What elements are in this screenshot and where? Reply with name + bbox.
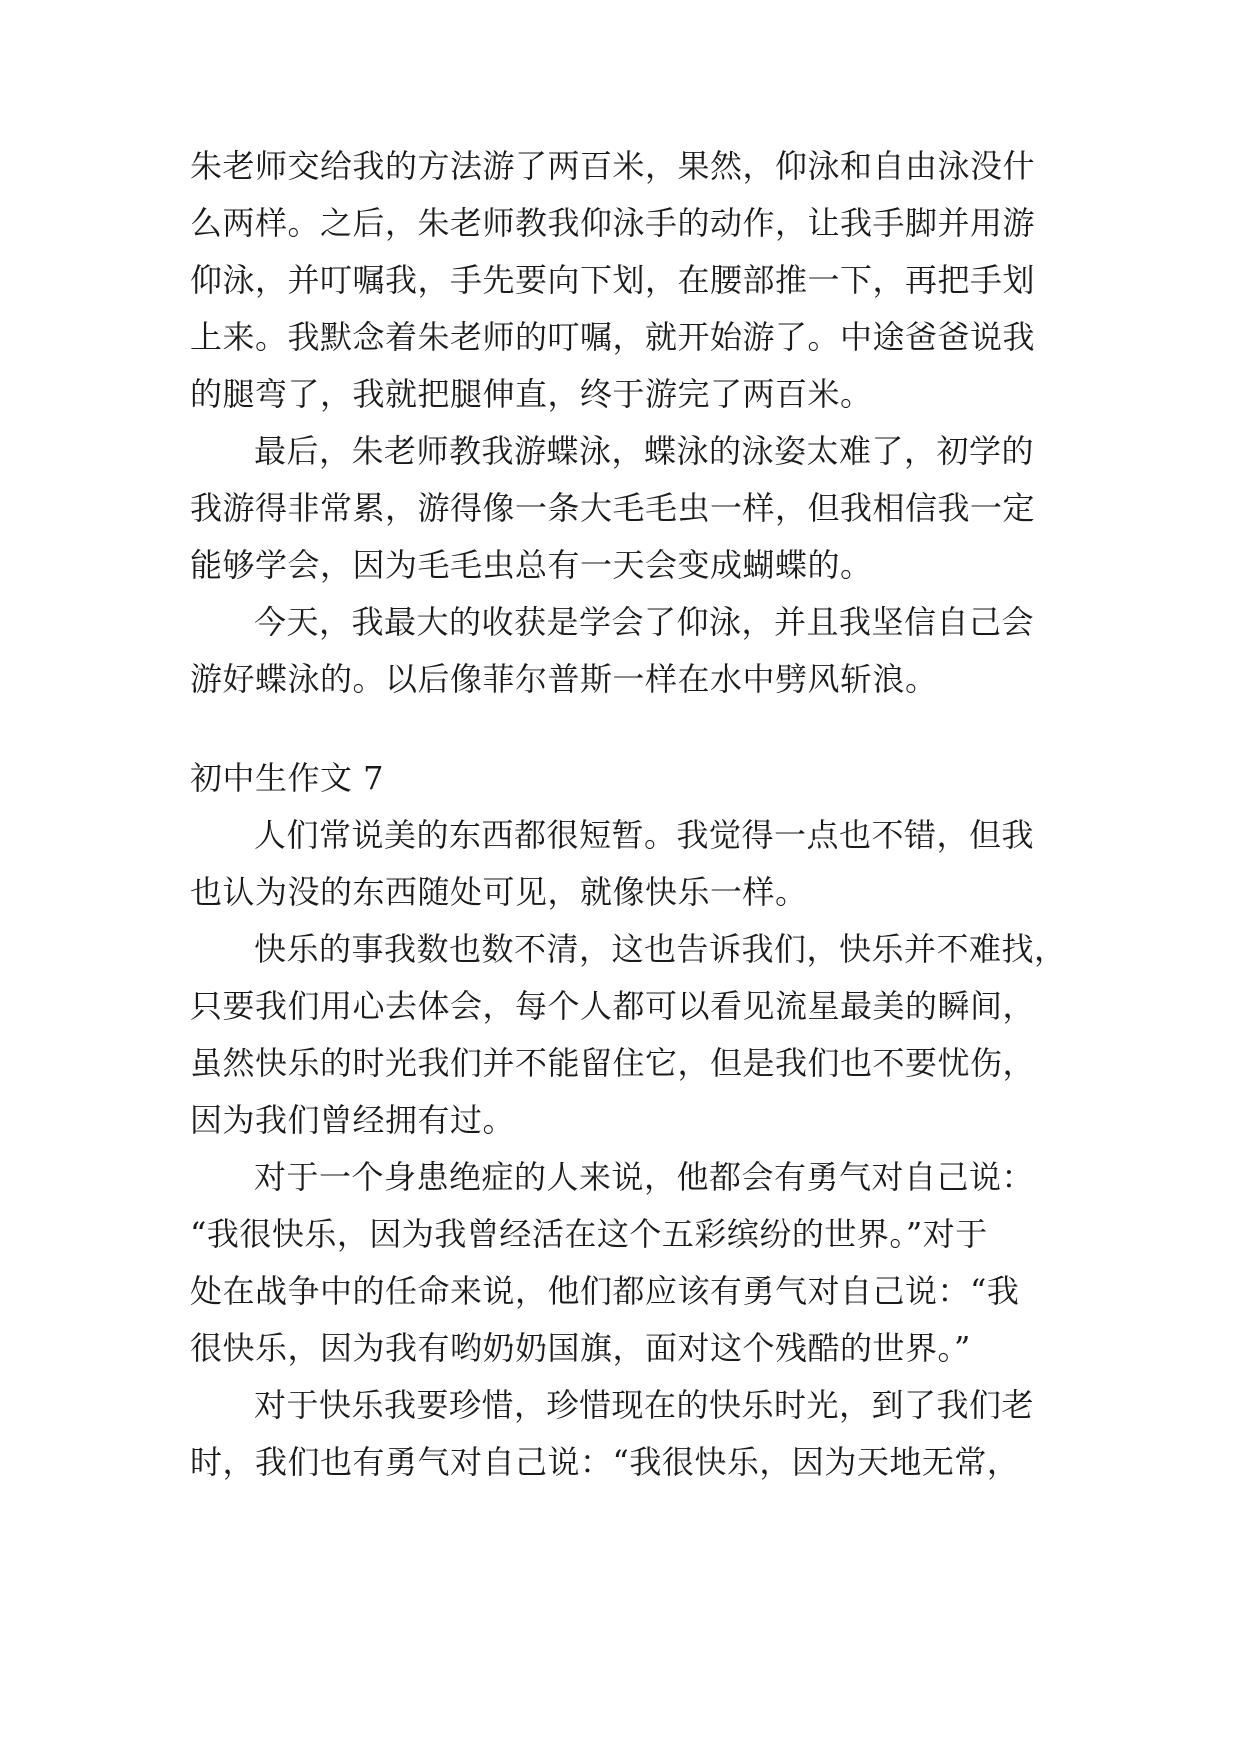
section-heading: 初中生作文 7 (190, 759, 385, 797)
paragraph-first-line: 对于快乐我要珍惜，珍惜现在的快乐时光，到了我们老 (254, 1386, 1035, 1424)
text-line: 能够学会，因为毛毛虫总有一天会变成蝴蝶的。 (190, 546, 873, 584)
text-line: 仰泳，并叮嘱我，手先要向下划，在腰部推一下，再把手划 (190, 261, 1036, 299)
text-line: 的腿弯了，我就把腿伸直，终于游完了两百米。 (190, 375, 873, 413)
text-line: 么两样。之后，朱老师教我仰泳手的动作，让我手脚并用游 (190, 204, 1036, 242)
paragraph-first-line: 人们常说美的东西都很短暂。我觉得一点也不错，但我 (254, 816, 1035, 854)
text-line: 时，我们也有勇气对自己说：“我很快乐，因为天地无常， (190, 1443, 1020, 1481)
paragraph-first-line: 快乐的事我数也数不清，这也告诉我们，快乐并不难找， (254, 930, 1067, 968)
text-line: 只要我们用心去体会，每个人都可以看见流星最美的瞬间， (190, 987, 1036, 1025)
text-line: 处在战争中的任命来说，他们都应该有勇气对自己说：“我 (190, 1272, 1020, 1310)
paragraph-first-line: 最后，朱老师教我游蝶泳，蝶泳的泳姿太难了，初学的 (254, 432, 1035, 470)
text-line: 也认为没的东西随处可见，就像快乐一样。 (190, 873, 808, 911)
text-line: 虽然快乐的时光我们并不能留住它，但是我们也不要忧伤， (190, 1044, 1036, 1082)
text-line: 我游得非常累，游得像一条大毛毛虫一样，但我相信我一定 (190, 489, 1036, 527)
text-line: 很快乐，因为我有哟奶奶国旗，面对这个残酷的世界。” (190, 1329, 971, 1367)
text-line: 因为我们曾经拥有过。 (190, 1101, 516, 1139)
paragraph-first-line: 今天，我最大的收获是学会了仰泳，并且我坚信自己会 (254, 603, 1035, 641)
text-line: 游好蝶泳的。以后像菲尔普斯一样在水中劈风斩浪。 (190, 660, 938, 698)
text-line: 朱老师交给我的方法游了两百米，果然，仰泳和自由泳没什 (190, 147, 1036, 185)
paragraph-first-line: 对于一个身患绝症的人来说，他都会有勇气对自己说： (254, 1158, 1035, 1196)
text-line: “我很快乐，因为我曾经活在这个五彩缤纷的世界。”对于 (190, 1215, 988, 1253)
text-line: 上来。我默念着朱老师的叮嘱，就开始游了。中途爸爸说我 (190, 318, 1036, 356)
